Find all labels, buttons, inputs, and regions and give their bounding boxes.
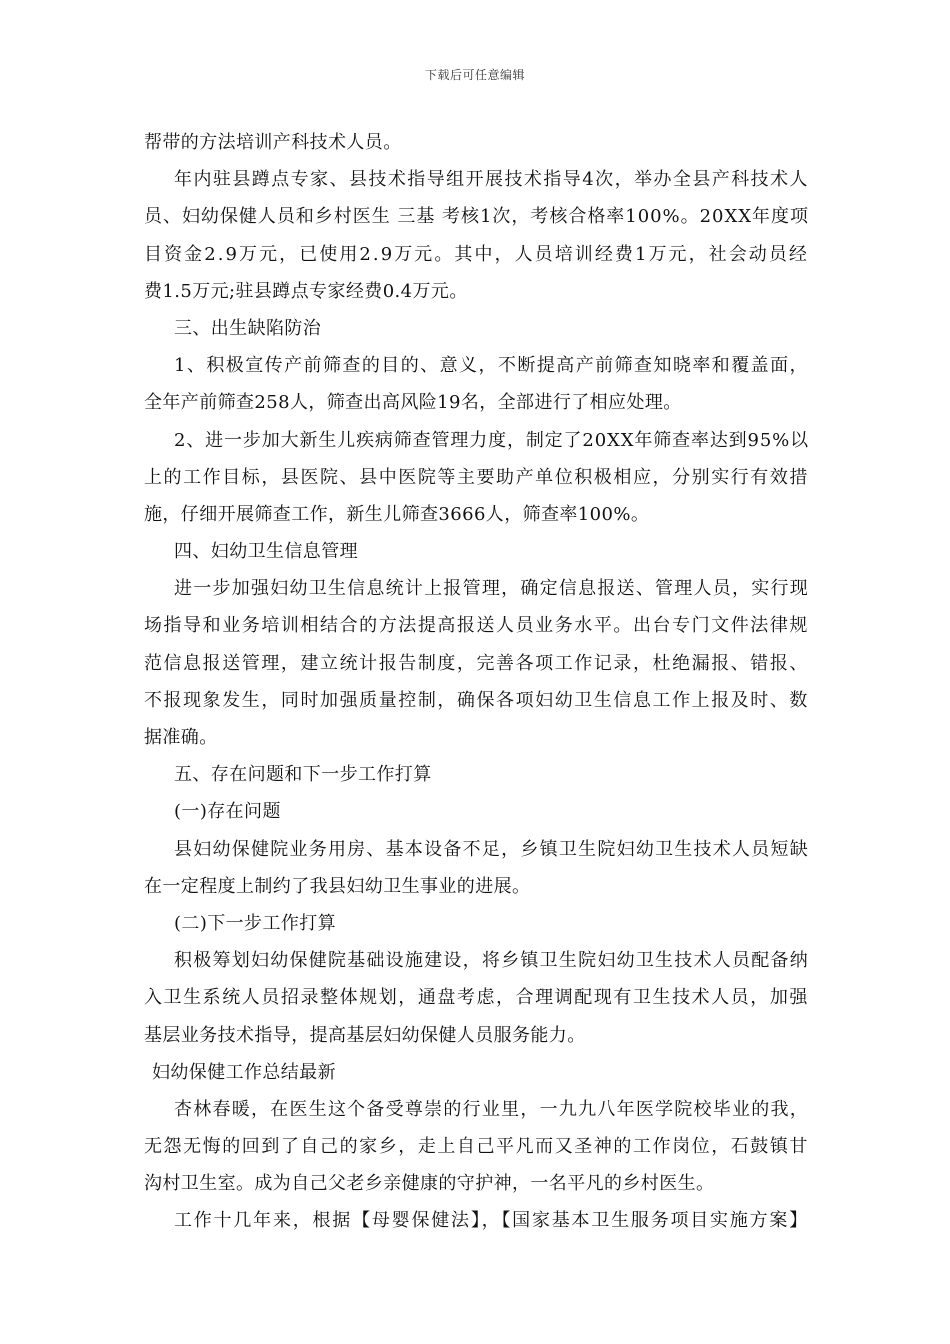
page-header: 下载后可任意编辑 (424, 68, 525, 82)
text-line: 员、妇幼保健人员和乡村医生 三基 考核1次，考核合格率100%。20XX年度项 (144, 206, 809, 228)
text-line: 工作十几年来，根据【母婴保健法】，【国家基本卫生服务项目实施方案】 (174, 1210, 809, 1232)
text-line: 积极筹划妇幼保健院基础设施建设，将乡镇卫生院妇幼卫生技术人员配备纳 (174, 950, 809, 972)
text-line: 目资金2.9万元，已使用2.9万元。其中，人员培训经费1万元，社会动员经 (144, 243, 809, 265)
text-line: 基层业务技术指导，提高基层妇幼保健人员服务能力。 (144, 1024, 586, 1046)
text-line: 县妇幼保健院业务用房、基本设备不足，乡镇卫生院妇幼卫生技术人员短缺 (174, 838, 809, 860)
text-line: 2、进一步加大新生儿疾病筛查管理力度，制定了20XX年筛查率达到95%以 (174, 429, 809, 451)
text-line: 场指导和业务培训相结合的方法提高报送人员业务水平。出台专门文件法律规 (144, 615, 809, 637)
text-line: 全年产前筛查258人，筛查出高风险19名，全部进行了相应处理。 (144, 392, 682, 414)
text-line: 施，仔细开展筛查工作，新生儿筛查3666人，筛查率100%。 (144, 503, 650, 525)
text-line: 上的工作目标，县医院、县中医院等主要助产单位积极相应，分别实行有效措 (144, 466, 809, 488)
text-line: 沟村卫生室。成为自己父老乡亲健康的守护神，一名平凡的乡村医生。 (144, 1173, 715, 1195)
text-line: 费1.5万元;驻县蹲点专家经费0.4万元。 (144, 280, 468, 302)
text-line: 无怨无悔的回到了自己的家乡，走上自己平凡而又圣神的工作岗位，石鼓镇甘 (144, 1136, 809, 1158)
document-body (144, 124, 809, 1240)
text-line: 四、妇幼卫生信息管理 (174, 541, 358, 563)
text-line: 在一定程度上制约了我县妇幼卫生事业的进展。 (144, 875, 531, 897)
text-line: 进一步加强妇幼卫生信息统计上报管理，确定信息报送、管理人员，实行现 (174, 578, 809, 600)
text-line: 五、存在问题和下一步工作打算 (174, 764, 432, 786)
text-line: 帮带的方法培训产科技术人员。 (144, 132, 402, 153)
text-line: 入卫生系统人员招录整体规划，通盘考虑，合理调配现有卫生技术人员，加强 (144, 987, 809, 1009)
text-line: 据准确。 (144, 727, 218, 748)
text-line: (二)下一步工作打算 (174, 912, 337, 934)
text-line: 1、积极宣传产前筛查的目的、意义，不断提高产前筛查知晓率和覆盖面， (174, 355, 809, 377)
text-line: 不报现象发生，同时加强质量控制，确保各项妇幼卫生信息工作上报及时、数 (144, 689, 809, 711)
text-line: 年内驻县蹲点专家、县技术指导组开展技术指导4次，举办全县产科技术人 (174, 169, 809, 191)
text-line: (一)存在问题 (174, 801, 281, 823)
text-line: 范信息报送管理，建立统计报告制度，完善各项工作记录，杜绝漏报、错报、 (144, 652, 809, 674)
text-line: 三、出生缺陷防治 (174, 317, 322, 339)
section-title: 妇幼保健工作总结最新 (152, 1061, 336, 1083)
text-line: 杏林春暖，在医生这个备受尊崇的行业里，一九九八年医学院校毕业的我， (174, 1098, 809, 1120)
